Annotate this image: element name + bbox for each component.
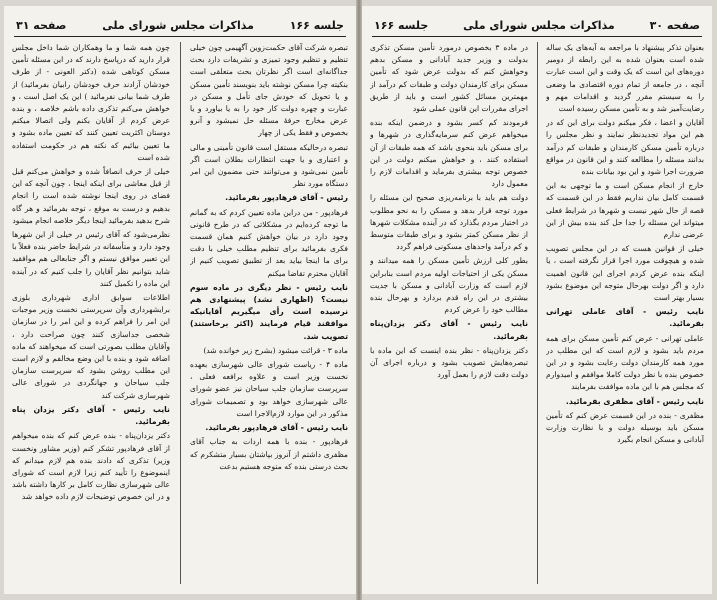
paragraph: ماده ۴ - ریاست شورای عالی شهرسازی بعهده نخست وزیر است و علاوه برافعه فعلی ، سرپرست سازمان جلب سیاحان نیز عضو شورای عالی شهرسازی خواهد بود و تصمیمات شورای مذکور در این موارد لازم‌الاجرا است	[190, 360, 348, 418]
speaker-line: نایب رئیس - آقای مظفری بفرمائید.	[565, 396, 704, 406]
paragraph: تبصره شرکت آقای حکمت‌زوین آگهیمی چون خیلی تنظیم و تنظیم وجود تمیزی و تشریفات دارد بحث جداگانه‌ای است اگر نظرتان بحث متعلقی است بنکیته چرا مسکن نوشته باید بنویسند تأمین مسکن و یا تحویل که خودش جای تأمل و مسکن در عبارت و چهره دولت کار خود را به یا بیاورد و یا عرض مخارج حرفهٔ مسئله حل نمیشود و آنرو بخصوص و فقط یکی از چهار	[190, 43, 348, 138]
right-page-number: صفحه ۳۰	[649, 18, 700, 32]
right-column-divider	[537, 42, 538, 584]
paragraph: ماده ۳ - قرائت میشود (بشرح زیر خوانده شد)	[203, 345, 348, 355]
left-page	[4, 6, 356, 594]
left-page-column-left	[12, 42, 170, 586]
paragraph: چون همه شما و ما وهمکاران شما داخل مجلس قرار دارید که درپاسخ دارند که در این مسئله تأمین مسکن کوتاهی شده (دکتر العونی - از طرف خودشان آزادند حرف خودشان رابیان بفرمائید) از طرف شما بیانی نفرمائید ) این یک اصل است ، و خواهش می‌کنم تذکری داده باشم خلاصه ، و بنده عرض کردم از آقایان بکنم ولی اتصالا میکنم دوستان اکثریت تعیین کنند که تعیین ماده بشود و ما تعیین بیائیم که نکته هم در حکومت استفاده شده است	[12, 43, 170, 162]
left-page-title: مذاکرات مجلس شورای ملی	[102, 18, 254, 32]
paragraph: دکتر یزدان‌پناه - بنده عرض کنم که بنده میخواهم از آقای فرهادپور تشکر کنم (وزیر مشاور ونخست وزیر) تذکری که دادند بنده هم لازم میدانم که اینموضوع را تأیید کنم زیرا لازم است که شورای عالی شهرسازی نظارت کامل بر کارها داشته باشد و در این خصوص توضیحات لازم داده خواهد شد	[12, 431, 170, 502]
right-page-column-left	[370, 42, 528, 586]
left-page-column-right	[190, 42, 348, 586]
paragraph: خارج از انجام مسکن است و ما توجهی به این قسمت کامل بیان نداریم فقط در این قسمت که قصه از حال شهر نیست و شهرها در شرایط فعلی میتواند این مسئله را جدا حل کند بنده بیش از این عرضی ندارم	[546, 181, 704, 240]
paragraph: خیلی از حرف انصافاً شده و خواهش می‌کنم قبل از قیل معاشی برای اینکه اینجا ، چون آنچه که این فضای در روی اینجا نوشته شده است را انجام بدهیم و درست به موقع ، توجه بفرمائید و هر گاه شرح بدهید بفرمائید اینجا دیگر خلاصه انجام میشود	[12, 167, 170, 225]
left-page-header	[16, 16, 344, 34]
left-column-divider	[180, 42, 181, 584]
right-page-header	[374, 16, 700, 34]
paragraph: عاملی تهرانی - عرض کنم تأمین مسکن برای همه مردم باید بشود و لازم است که این مطلب در مورد همه کارمندان دولت رعایت بشود و در این خصوص بنده با نظر دولت کاملا موافقم و امیدوارم که مجلس هم با این ماده موافقت بفرمایند	[546, 333, 704, 392]
left-page-session: جلسه ۱۶۶	[289, 18, 344, 32]
paragraph: دولت هم باید با برنامه‌ریزی صحیح این مسئله را مورد توجه قرار بدهد و مسکن را به نحو مطلوب در اختیار مردم بگذارد که در آینده مشکلات شهرها از نظر مسکن کمتر بشود و برای طبقات متوسط و کم درآمد واحدهای مسکونی فراهم گردد	[370, 193, 528, 252]
right-page	[362, 6, 712, 594]
right-page-session: جلسه ۱۶۶	[374, 18, 429, 32]
paragraph: تبصره درحالیکه مستقل است قانون تأمینی و مالی و اعتباری و یا جهت انتظارات بطلان است اگر تأمین نمی‌شود و می‌توانند حتی مضمون این امر دستگاه مورد نظر	[190, 142, 348, 189]
left-header-rule	[14, 36, 346, 37]
speaker-line: نایب رئیس - آقای عاملی تهرانی بفرمائید.	[546, 307, 704, 329]
right-page-column-right	[546, 42, 704, 586]
paragraph: فرمودند کم کسر بشود و درضمن اینکه بنده میخواهم عرض کنم سرمایه‌گذاری در شهرها و برای مسکن باید بنحوی باشد که همه طبقات از آن استفاده کنند ، و خواهش میکنم دولت در این خصوص توجه بیشتری بفرماید و اقدامات لازم را معمول دارد	[370, 118, 528, 189]
paragraph: فرهادپور - بنده با همه اردات به جناب آقای مظفری داشتم از آنروز بپاشتان بسیار متشکرم که بحث درستی بنده که متوجه هستیم بدعت	[190, 437, 348, 471]
paragraph: بطور کلی ارزش تأمین مسکن را همه میدانند و مسکن یکی از احتیاجات اولیه مردم است بنابراین لازم است که وزارت آبادانی و مسکن با جدیت بیشتری در این راه قدم بردارد و بهرحال بنده مطالب خود را عرض کردم	[370, 256, 528, 315]
paragraph: آقایان و اعضا ، فکر میکنم دولت برای این که در هم این مواد تجدیدنظر نمایند و نظر مجلس را درباره تأمین مسکن کارمندان و طبقات کم درآمد بدانند مسئله را مطالعه کنند و این قانون در مواقع ضرورت اجرا شود و این بود بیانات بنده	[546, 118, 704, 177]
paragraph: اطلاعات سوابق اداری شهرداری بلوزی برایشهرداری وآن سرپرستی نخست وزیر موجبات این امر را فراهم کرده و این امر را در سازمان شخصی جداسازی کنند چون صراحت دارد ، وآقایان مطلب بصورتی است که میخواهند که ماده اضافه شود و بنده با این وضع مخالفم و لازم است این مطلب روشن بشود که سرپرست سازمان جلب سیاحان و جهانگردی در شورای عالی شهرسازی شرکت کند	[12, 293, 170, 400]
speaker-line: نایب رئیس - آقای دکتر یزدان پناه بفرمائید.	[12, 404, 170, 427]
paragraph: بعنوان تذکر پیشنهاد با مراجعه به آیه‌های یک ساله شده است بعنوان شده به این رابطه از دومیر دوره‌های این است که یک وقت و این است عبارت آنچه ، در جامعه از تمام دوره اقتصادی ما وضعی را به سیستم مقرر گردید و اقدامات مهم و رضایت‌آمیز شد و به تأمین مسکن رسیده است	[546, 43, 704, 114]
paragraph: فرهادپور - من دراین ماده تعیین کردم که به گمانم ما توجه کرده‌ایم در مشکلاتی که در طرح قانونی وجود دارد در بیان خواهش کنیم همان قسمت فکری بفرمائید برای تنظیم مطلب خیلی با دقت برای ما اینجا بیاید بعد از تطبیق تصویب کنیم از آقایان محترم تقاضا میکنم	[190, 207, 348, 278]
paragraph: نظرمی‌شود که آقای رئیس در خیلی از این شهرها وجود دارد و متأسفانه در شرایط حاضر بنده فعلاً با این تعبیر موافق نیستم و اگر جنابعالی هم موافقید شاید بتوانیم نظر آقایان را جلب کنیم که در آینده این ماده را تکمیل کنند	[12, 230, 170, 288]
right-header-rule	[372, 36, 702, 37]
paragraph: خیلی از قوانین هست که در این مجلس تصویب شده و هیچوقت مورد اجرا قرار نگرفته است ، یا اینکه بنده عرض کردم اجرای این قانون اهمیت دارد و اگر دولت بهرحال متوجه این موضوع بشود بسیار بهتر است	[546, 244, 704, 303]
paragraph: در ماده ۳ بخصوص درمورد تأمین مسکن تذکری بدولت و وزیر جدید آبادانی و مسکن بدهم وخواهش کنم که بدولت عرض شود که تأمین مسکن برای کارمندان دولت و طبقات کم درآمد از مهمترین مسائل کشور است و باید از طریق اجرای مقررات این قانون عملی شود	[370, 43, 528, 114]
speaker-line: نایب رئیس - آقای دکتر یزدان‌پناه بفرمائید.	[370, 319, 528, 341]
speaker-line: رئیس - آقای فرهادپور بفرمائید.	[225, 193, 348, 203]
speaker-line: نایب رئیس - آقای فرهادپور بفرمائید.	[205, 423, 348, 433]
left-page-number: صفحه ۳۱	[16, 18, 67, 32]
paragraph: دکتر یزدان‌پناه - نظر بنده اینست که این ماده با تبصره‌هایش تصویب بشود و درباره اجرای آن دولت دقت لازم را بعمل آورد	[370, 345, 528, 380]
right-page-title: مذاکرات مجلس شورای ملی	[463, 18, 615, 32]
paragraph: مظفری - بنده در این قسمت عرض کنم که تأمین مسکن باید بوسیله دولت و با نظارت وزارت آبادانی و مسکن انجام بگیرد	[546, 410, 704, 445]
speaker-line: نایب رئیس - نظر دیگری در ماده سوم نیست؟ (اظهاری نشد) پیشنهادی هم نرسیده است رأی میگیریم آقایانیکه موافقند قیام فرمایند (اکثر برخاستند) تصویب شد.	[190, 282, 348, 341]
